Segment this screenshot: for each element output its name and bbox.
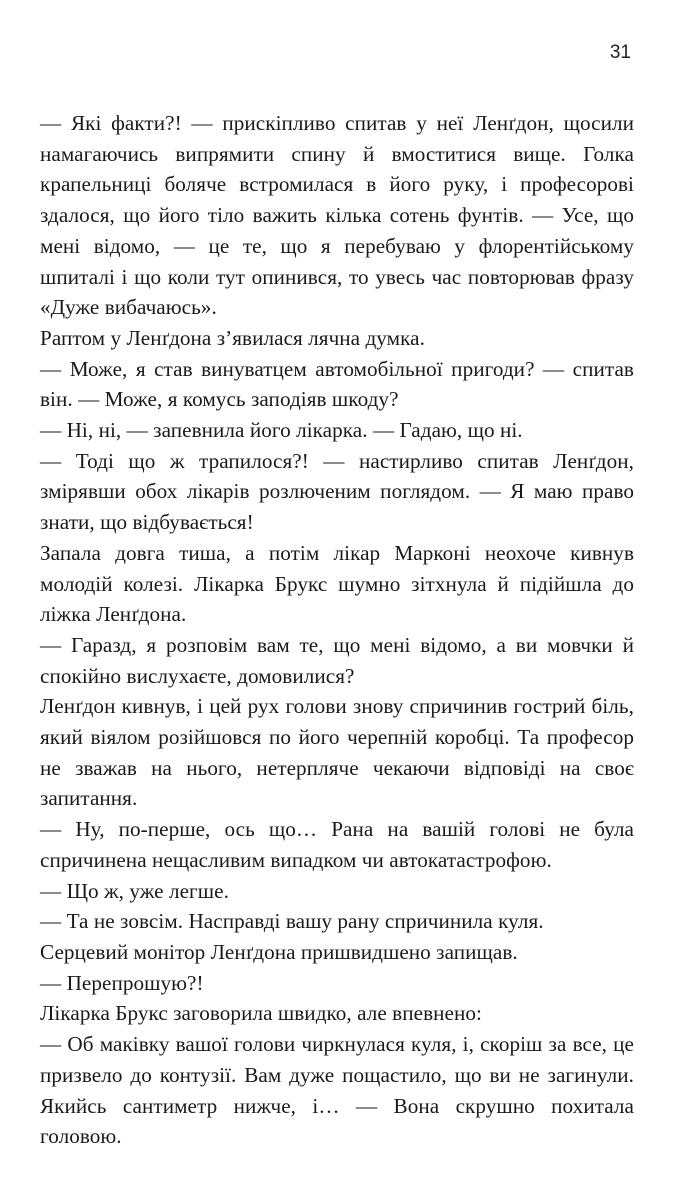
body-text xyxy=(40,108,634,1152)
paragraph: Ленґдон кивнув, і цей рух голови знову спричинив гострий біль, який віялом розійшовся по його черепній коробці. Та професор не зважав на нього, нетерпляче чекаючи відповіді на своє запитання. xyxy=(40,694,634,811)
paragraph: — Які факти?! — прискіпливо спитав у неї Ленґдон, щосили намагаючись випрямити спину й вмоститися вище. Голка крапельниці боляче встромилася в його руку, і професорові здалося, що його тіло важить кілька сотень фунтів. — Усе, що мені відомо, — це те, що я перебуваю у флорентійському шпиталі і що коли тут опинився, то увесь час повторював фразу «Дуже вибачаюсь». xyxy=(40,111,634,320)
paragraph: Серцевий монітор Ленґдона пришвидшено запищав. xyxy=(40,939,518,964)
paragraph: — Тоді що ж трапилося?! — настирливо спитав Ленґдон, змірявши обох лікарів розлюченим поглядом. — Я маю право знати, що відбувається! xyxy=(40,448,634,535)
paragraph: — Ні, ні, — запевнила його лікарка. — Гадаю, що ні. xyxy=(40,418,523,443)
page-number: 31 xyxy=(609,42,631,63)
paragraph: — Перепрошую?! xyxy=(40,970,204,995)
paragraph: Запала довга тиша, а потім лікар Марконі неохоче кивнув молодій колезі. Лікарка Брукс шумно зітхнула й підійшла до ліжка Ленґдона. xyxy=(40,540,634,627)
paragraph: Лікарка Брукс заговорила швидко, але впевнено: xyxy=(40,1001,482,1026)
paragraph: Раптом у Ленґдона з’явилася лячна думка. xyxy=(40,325,425,350)
paragraph: — Ну, по-перше, ось що… Рана на вашій голові не була спричинена нещасливим випадком чи автокатастрофою. xyxy=(40,817,634,872)
paragraph: — Об маківку вашої голови чиркнулася куля, і, скоріш за все, це призвело до контузії. Вам дуже пощастило, що ви не загинули. Якийсь сантиметр нижче, і… — Вона скрушно похитала головою. xyxy=(40,1032,634,1149)
paragraph: — Та не зовсім. Насправді вашу рану спричинила куля. xyxy=(40,909,544,934)
paragraph: — Гаразд, я розповім вам те, що мені відомо, а ви мовчки й спокійно вислухаєте, домовилися? xyxy=(40,632,634,688)
paragraph: — Може, я став винуватцем автомобільної пригоди? — спитав він. — Може, я комусь заподіяв шкоду? xyxy=(40,356,634,412)
paragraph: — Що ж, уже легше. xyxy=(40,878,229,903)
